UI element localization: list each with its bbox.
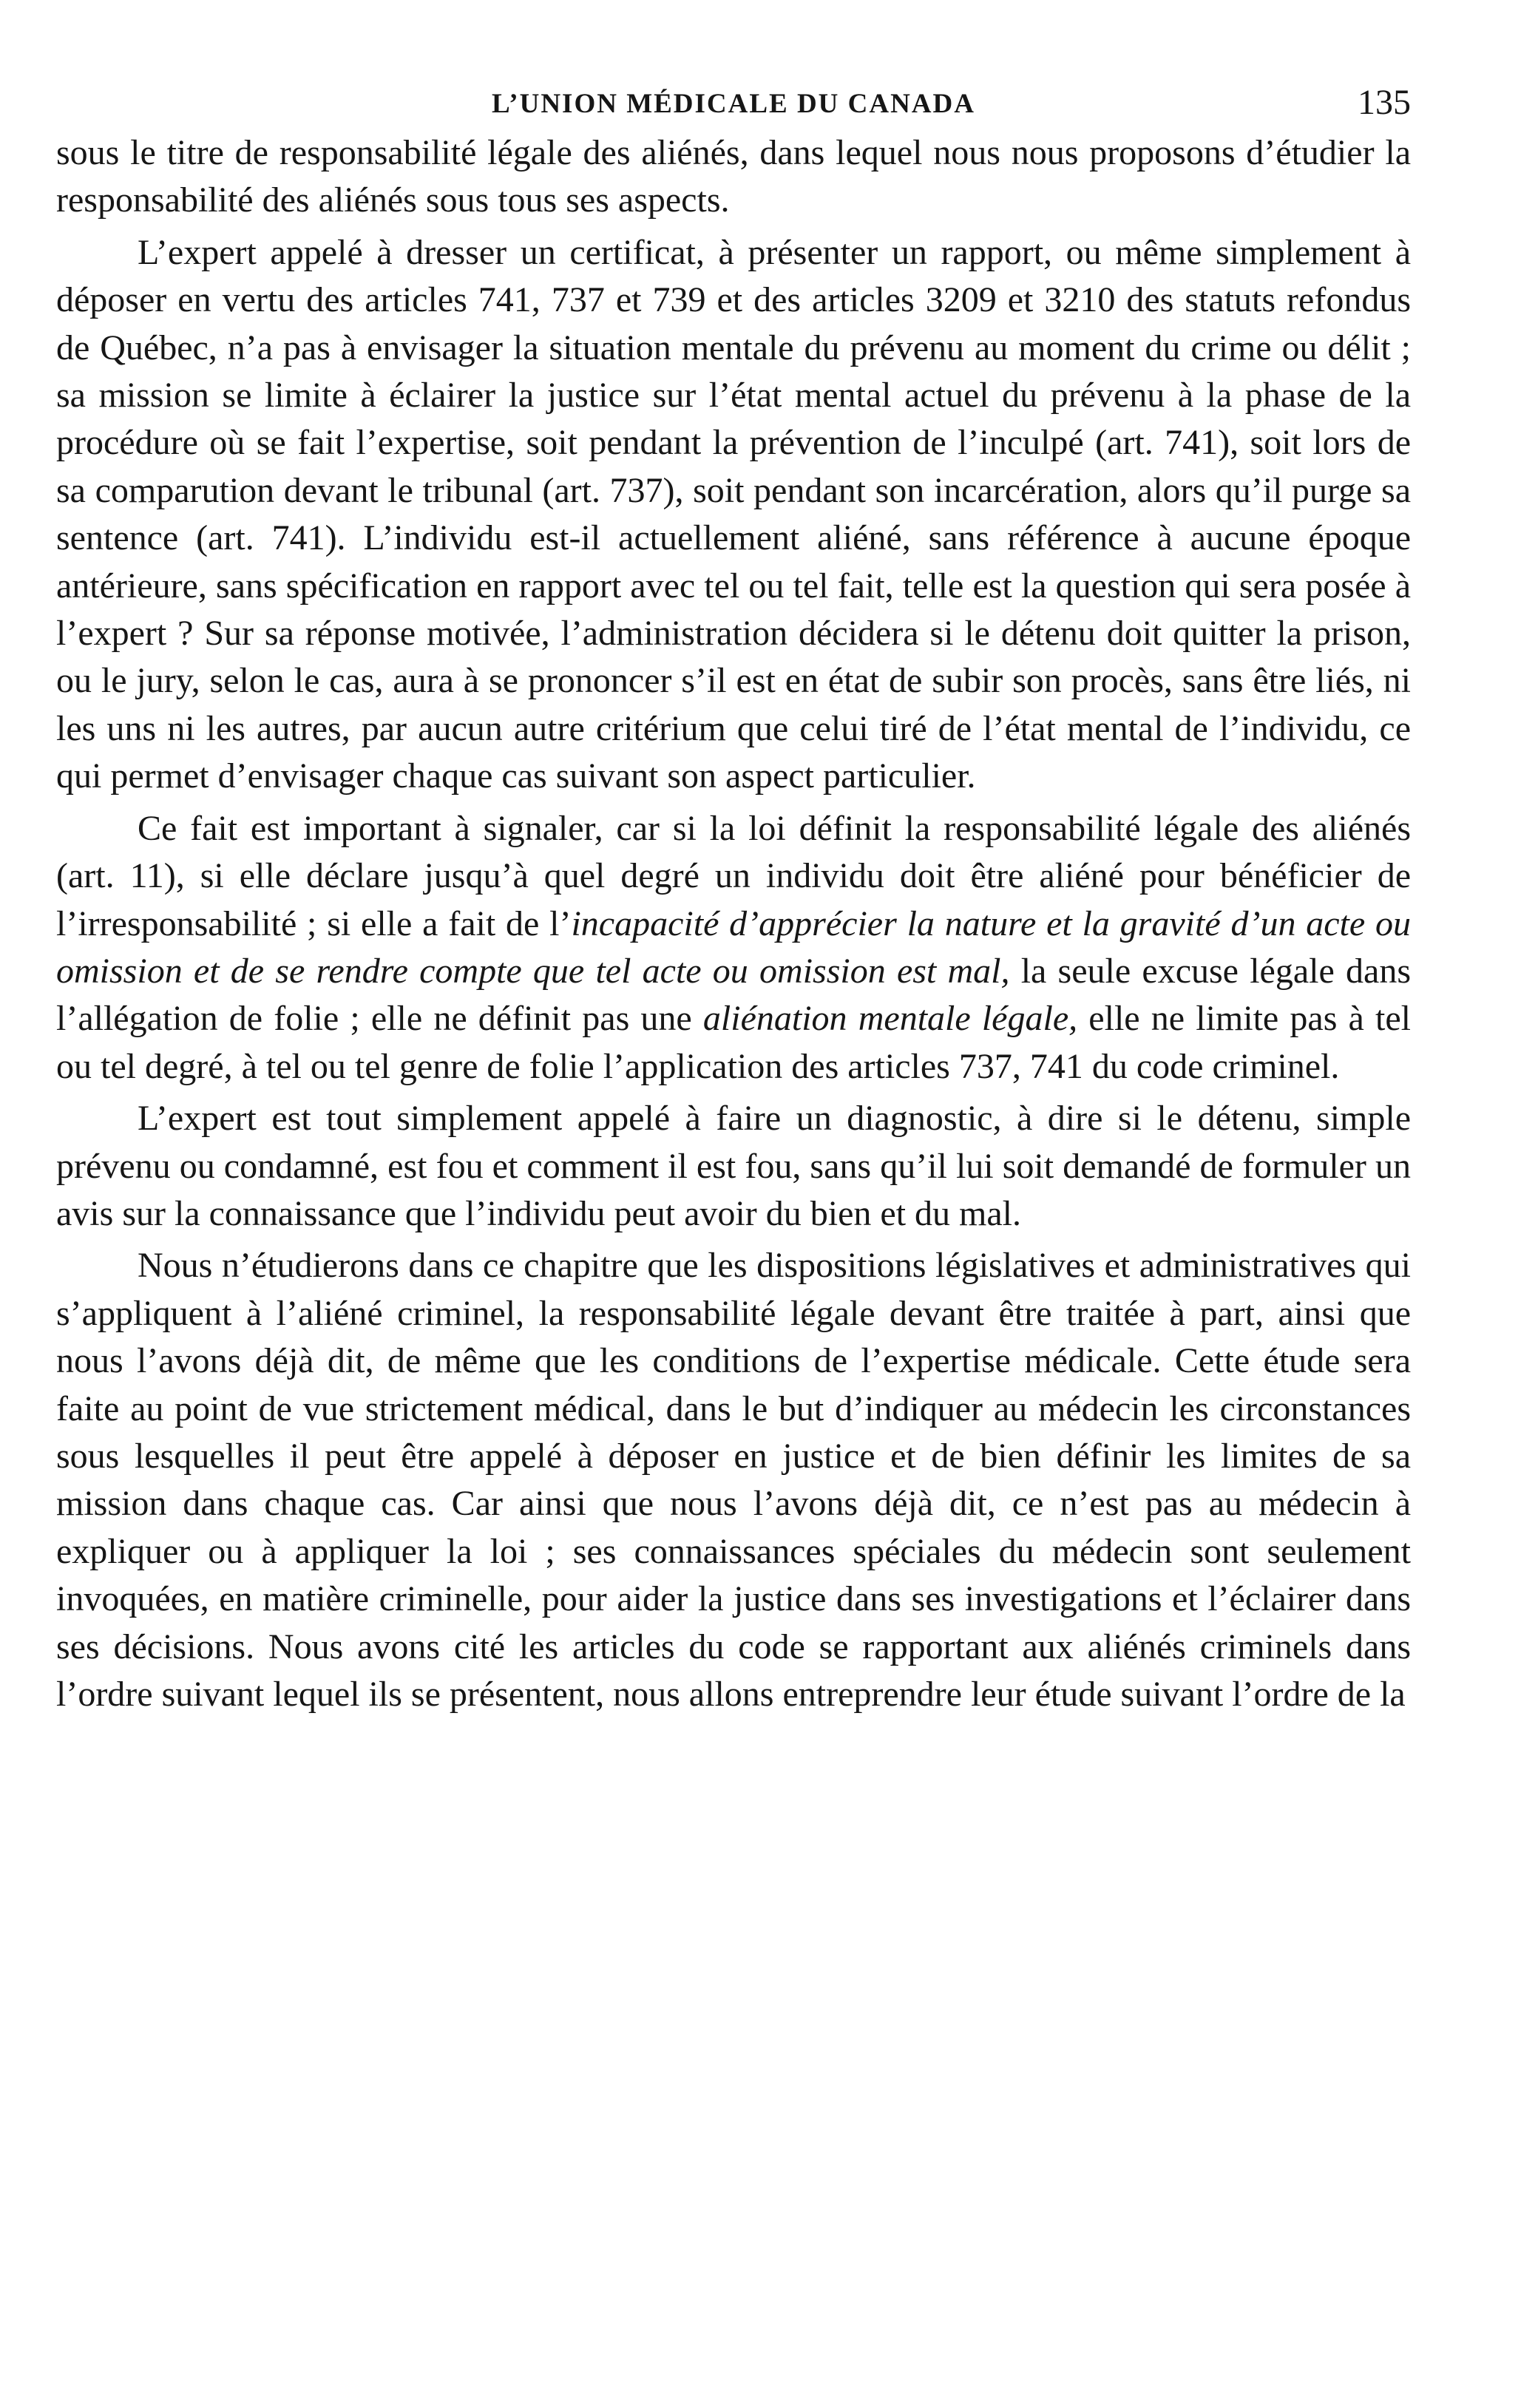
paragraph-legal-definition <box>56 805 1411 1091</box>
paragraph-expert-certificate: L’expert appelé à dresser un certificat, à présenter un rapport, ou même simplement à déposer en vertu des articles 741, 737 et 739 et des articles 3209 et 3210 des statuts refondus de Québec, n’a pas à envisager la situation mentale du prévenu au moment du crime ou délit ; sa mission se limite à éclairer la justice sur l’état mental actuel du prévenu à la phase de la procédure où se fait l’expertise, soit pendant la prévention de l’inculpé (art. 741), soit lors de sa comparution devant le tribunal (art. 737), soit pendant son incarcération, alors qu’il purge sa sentence (art. 741). L’individu est-il actuellement aliéné, sans référence à aucune époque antérieure, sans spécification en rapport avec tel ou tel fait, telle est la question qui sera posée à l’expert ? Sur sa réponse motivée, l’administration décidera si le détenu doit quitter la prison, ou le jury, selon le cas, aura à se prononcer s’il est en état de subir son procès, sans être liés, ni les uns ni les autres, par aucun autre critérium que celui tiré de l’état mental de l’individu, ce qui permet d’envisager chaque cas suivant son aspect particulier. <box>56 232 1411 796</box>
italic-legal-term: aliénation mentale légale, <box>702 999 1078 1039</box>
paragraph-text-segment: la seule excuse légale dans l’allégation de folie ; elle ne définit pas une <box>56 951 1411 1039</box>
paragraph-chapter-scope: Nous n’étudierons dans ce chapitre que les dispositions législatives et administratives qui s’appliquent à l’aliéné criminel, la responsabilité légale devant être traitée à part, ainsi que nous l’avons déjà dit, de même que les conditions de l’expertise médicale. Cette étude sera faite au point de vue strictement médical, dans le but d’indiquer au médecin les circonstances sous lesquelles il peut être appelé à déposer en justice et de bien définir les limites de sa mission dans chaque cas. Car ainsi que nous l’avons déjà dit, ce n’est pas au médecin à expliquer ou à appliquer la loi ; ses connaissances spéciales du médecin sont seulement invoquées, en matière criminelle, pour aider la justice dans ses investigations et l’éclairer dans ses décisions. Nous avons cité les articles du code se rapportant aux aliénés criminels dans l’ordre suivant lequel ils se présentent, nous allons entreprendre leur étude suivant l’ordre de la <box>56 1246 1411 1714</box>
running-head <box>56 70 1411 129</box>
document-page <box>56 70 1411 2377</box>
running-title: L’UNION MÉDICALE DU CANADA <box>492 89 975 119</box>
body-text <box>56 129 1411 1718</box>
paragraph-text-segment: Ce fait est important à signaler, car si la loi définit la responsabilité légale des aliénés (art. 11), si elle déclare jusqu’à quel degré un individu doit être aliéné pour bénéficier de l’irresponsabilité ; si elle a fait de l’ <box>56 808 1411 943</box>
page-number: 135 <box>1358 83 1411 122</box>
italic-legal-phrase: incapacité d’apprécier la nature et la gravité d’un acte ou omission et de se rendre compte que tel acte ou omission est mal, <box>56 903 1412 991</box>
paragraph-text-segment: elle ne limite pas à tel ou tel degré, à tel ou tel genre de folie l’application des articles 737, 741 du code criminel. <box>56 999 1411 1086</box>
paragraph-diagnosis: L’expert est tout simplement appelé à faire un diagnostic, à dire si le détenu, simple prévenu ou condamné, est fou et comment il est fou, sans qu’il lui soit demandé de formuler un avis sur la connaissance que l’individu peut avoir du bien et du mal. <box>56 1099 1411 1233</box>
paragraph-continuation: sous le titre de responsabilité légale des aliénés, dans lequel nous nous proposons d’étudier la responsabilité des aliénés sous tous ses aspects. <box>56 133 1411 220</box>
